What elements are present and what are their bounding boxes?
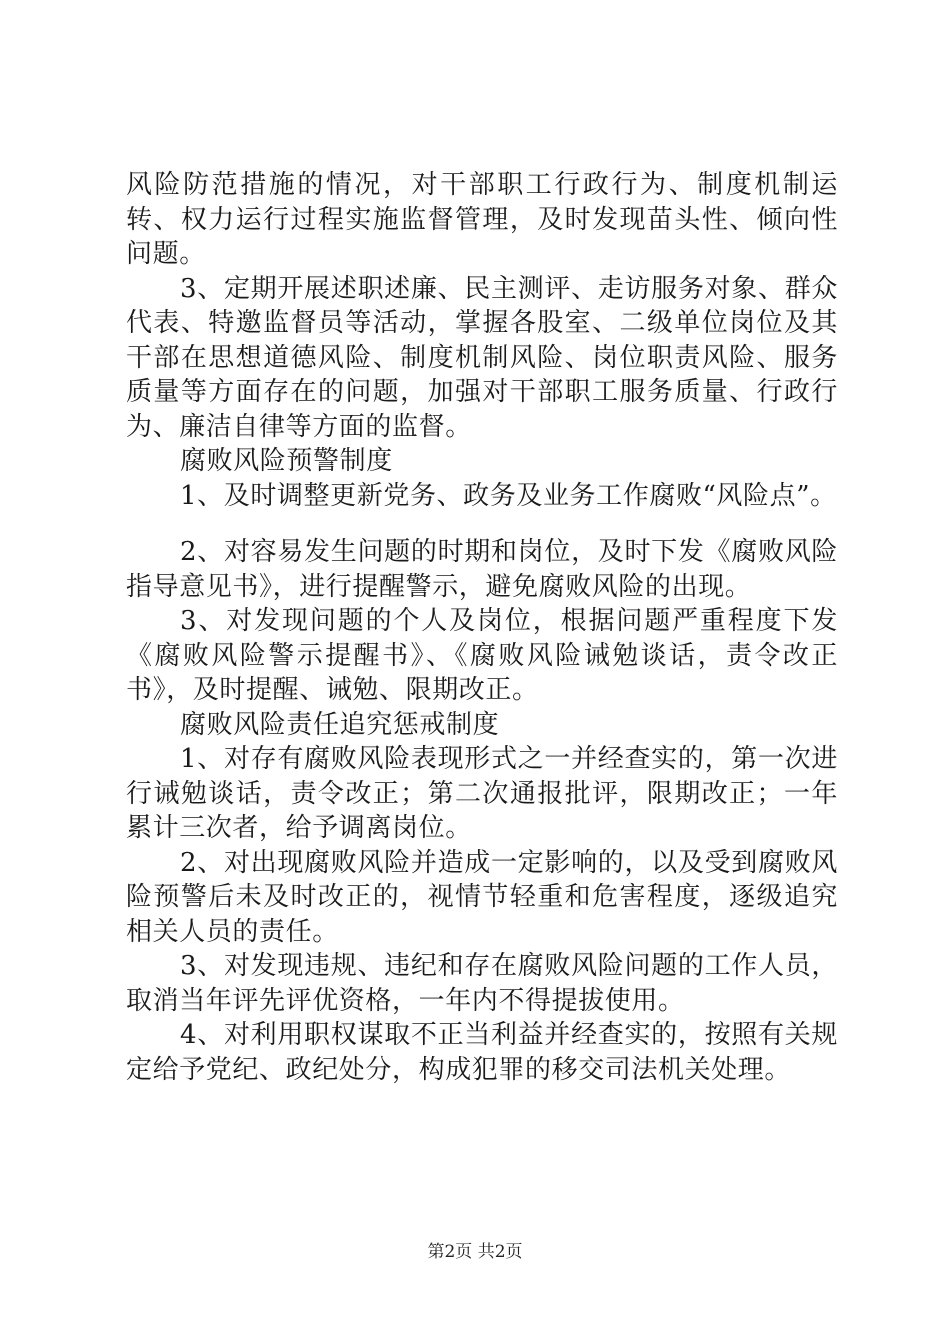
document-body bbox=[126, 168, 838, 1087]
paragraph-accountability-3: 3、对发现违规、违纪和存在腐败风险问题的工作人员，取消当年评先评优资格，一年内不得提拔使用。 bbox=[126, 951, 838, 1016]
paragraph-accountability-2: 2、对出现腐败风险并造成一定影响的，以及受到腐败风险预警后未及时改正的，视情节轻重和危害程度，逐级追究相关人员的责任。 bbox=[126, 847, 838, 947]
paragraph-warning-3: 3、对发现问题的个人及岗位，根据问题严重程度下发《腐败风险警示提醒书》、《腐败风险诫勉谈话，责令改正书》，及时提醒、诫勉、限期改正。 bbox=[126, 606, 838, 705]
paragraph-accountability-1: 1、对存有腐败风险表现形式之一并经查实的，第一次进行诫勉谈话，责令改正；第二次通报批评，限期改正；一年累计三次者，给予调离岗位。 bbox=[126, 744, 838, 843]
paragraph-supervision-activities: 3、定期开展述职述廉、民主测评、走访服务对象、群众代表、特邀监督员等活动，掌握各股室、二级单位岗位及其干部在思想道德风险、制度机制风险、岗位职责风险、服务质量等方面存在的问题，加强对干部职工服务质量、行政行为、廉洁自律等方面的监督。 bbox=[126, 273, 838, 442]
paragraph-accountability-4: 4、对利用职权谋取不正当利益并经查实的，按照有关规定给予党纪、政纪处分，构成犯罪的移交司法机关处理。 bbox=[126, 1020, 838, 1085]
page-footer: 第2页 共2页 bbox=[427, 1242, 523, 1262]
paragraph-warning-2: 2、对容易发生问题的时期和岗位，及时下发《腐败风险指导意见书》，进行提醒警示，避免腐败风险的出现。 bbox=[126, 537, 838, 602]
paragraph-continuation: 风险防范措施的情况，对干部职工行政行为、制度机制运转、权力运行过程实施监督管理，及时发现苗头性、倾向性问题。 bbox=[126, 170, 838, 269]
paragraph-gap bbox=[126, 513, 838, 535]
section-heading-warning-system: 腐败风险预警制度 bbox=[180, 446, 393, 476]
section-heading-accountability-system: 腐败风险责任追究惩戒制度 bbox=[180, 709, 500, 740]
paragraph-warning-1: 1、及时调整更新党务、政务及业务工作腐败“风险点”。 bbox=[180, 480, 837, 511]
